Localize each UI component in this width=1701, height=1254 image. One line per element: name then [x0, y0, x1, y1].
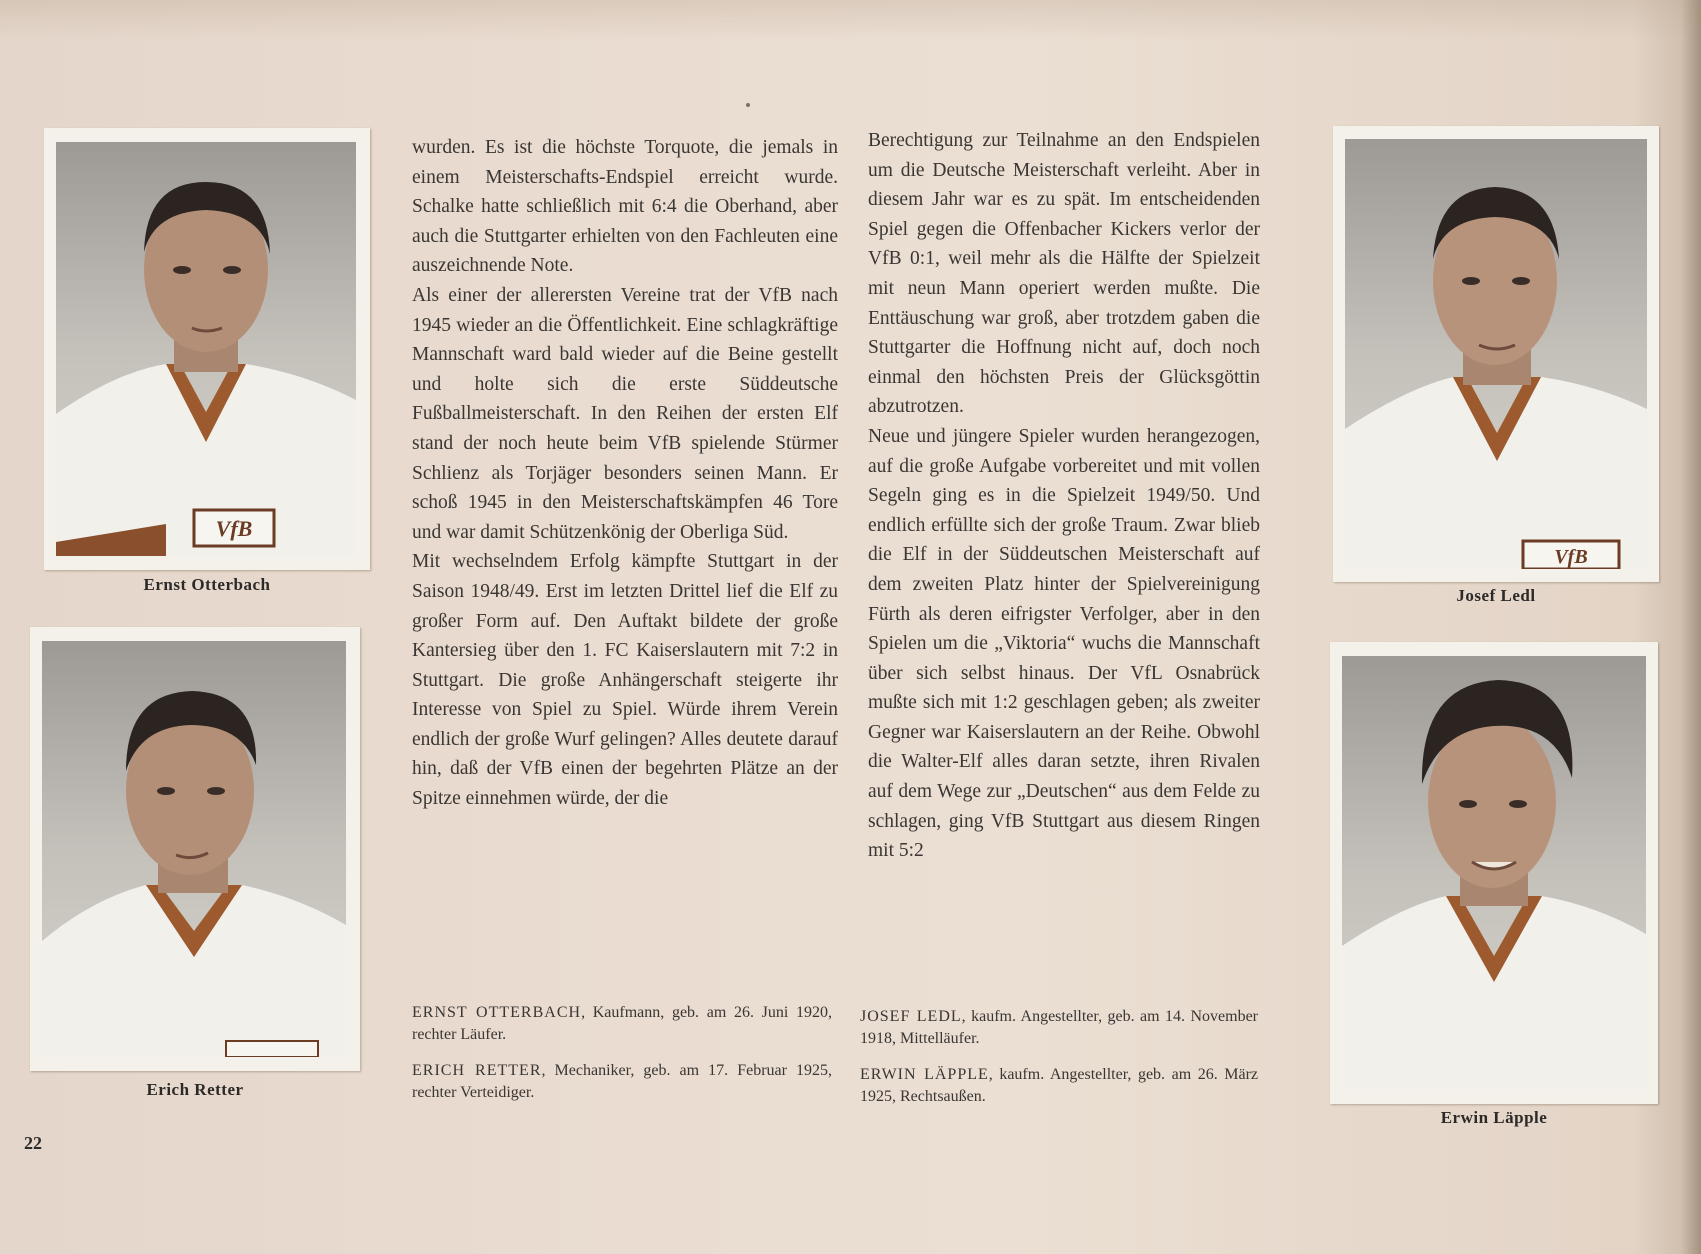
portrait-illustration: [56, 142, 356, 556]
portrait-photo: [42, 641, 346, 1057]
paragraph: Als einer der allerersten Vereine trat der VfB nach 1945 wieder an die Öffentlichkeit. Eine schlagkräftige Mannschaft ward bald wieder auf die Beine gestellt und holte sich die erste Süddeutsche Fußballmeisterschaft. In den Reihen der ersten Elf stand der noch heute beim VfB spielende Stürmer Schlienz als Torjäger besonders seinen Mann. Er schoß 1945 in den Meisterschaftskämpfen 46 Tore und war damit Schützenkönig der Oberliga Süd.: [412, 284, 838, 543]
paragraph: Neue und jüngere Spieler wurden herangezogen, auf die große Aufgabe vorbereitet und mit vollen Segeln ging es in die Spielzeit 1949/50. Und endlich erfüllte sich der große Traum. Zwar blieb die Elf in der Süddeutschen Meisterschaft auf dem zweiten Platz hinter der Spielvereinigung Fürth als deren eifrigster Verfolger, aber in den Spielen um die „Viktoria“ wuchs die Mannschaft über sich selbst hinaus. Der VfL Osnabrück mußte sich mit 1:2 geschlagen geben; als zweiter Gegner war Kaiserslautern an der Reihe. Obwohl die Walter-Elf alles daran setzte, ihren Rivalen auf dem Wege zur „Deutschen“ aus dem Felde zu schlagen, ging VfB Stuttgart aus diesem Ringen mit 5:2: [868, 425, 1260, 862]
page-number: 22: [24, 1133, 42, 1153]
bio-name: JOSEF LEDL: [860, 1008, 962, 1025]
portrait-illustration: [1342, 656, 1646, 1090]
bio-ledl: [860, 1006, 1258, 1050]
bio-name: ERICH RETTER: [412, 1062, 542, 1079]
page-edge: [1681, 0, 1701, 1254]
paragraph: Mit wechselndem Erfolg kämpfte Stuttgart in der Saison 1948/49. Erst im letzten Drittel lief die Elf zu großer Form auf. Den Auftakt bildete der große Kantersieg über den 1. FC Kaiserslautern mit 7:2 in Stuttgart. Die große Anhängerschaft steigerte ihr Interesse von Spiel zu Spiel. Würde ihrem Verein endlich der große Wurf gelingen? Alles deutete darauf hin, daß der VfB einen der begehrten Plätze an der Spitze einnehmen würde, der die: [412, 551, 838, 810]
bio-name: ERNST OTTERBACH: [412, 1004, 582, 1021]
photo-card-retter: [30, 627, 360, 1071]
caption-retter: Erich Retter: [146, 1080, 244, 1099]
bio-details: , Mechaniker, geb. am 17. Februar 1925, rechter Verteidiger.: [412, 1062, 833, 1101]
vfb-badge-text: VfB: [1554, 546, 1588, 568]
bio-details: , kaufm. Angestellter, geb. am 26. März 1925, Rechtsaußen.: [860, 1066, 1258, 1105]
player-bios-right: [860, 1006, 1258, 1122]
paper-speck: [746, 103, 750, 107]
bio-details: , kaufm. Angestellter, geb. am 14. November 1918, Mittelläufer.: [860, 1008, 1258, 1047]
caption-ledl: Josef Ledl: [1456, 586, 1536, 605]
bio-retter: [412, 1060, 832, 1104]
photo-card-ledl: [1333, 126, 1659, 582]
paragraph: Berechtigung zur Teilnahme an den Endspielen um die Deutsche Meisterschaft verleiht. Aber in diesem Jahr war es zu spät. Im entscheidenden Spiel gegen die Offenbacher Kickers verlor der VfB 0:1, weil mehr als die Hälfte der Spielzeit mit neun Mann operiert werden mußte. Die Enttäuschung war groß, aber trotzdem gaben die Stuttgarter die Hoffnung nicht auf, doch noch einmal den höchsten Preis der Glücksgöttin abzutrotzen.: [868, 130, 1260, 418]
vfb-badge-text: VfB: [215, 516, 253, 541]
article-column-left: [412, 133, 838, 814]
player-bios-left: [412, 1002, 832, 1118]
portrait-photo: [1342, 656, 1646, 1090]
bio-details: , Kaufmann, geb. am 26. Juni 1920, rechter Läufer.: [412, 1004, 832, 1043]
paragraph: wurden. Es ist die höchste Torquote, die jemals in einem Meisterschafts-Endspiel erreicht wurde. Schalke hatte schließlich mit 6:4 die Oberhand, aber auch die Stuttgarter erhielten von den Fachleuten eine auszeichnende Note.: [412, 137, 838, 277]
bio-name: ERWIN LÄPPLE: [860, 1066, 989, 1083]
article-column-right: [868, 126, 1260, 866]
caption-otterbach: Ernst Otterbach: [143, 575, 271, 594]
caption-laepple: Erwin Läpple: [1440, 1108, 1548, 1127]
page-shadow: [0, 0, 1701, 40]
portrait-photo: [56, 142, 356, 556]
bio-laepple: [860, 1064, 1258, 1108]
bio-otterbach: [412, 1002, 832, 1046]
portrait-photo: [1345, 139, 1647, 569]
portrait-illustration: [1345, 139, 1647, 569]
photo-card-laepple: [1330, 642, 1658, 1104]
photo-card-otterbach: [44, 128, 370, 570]
portrait-illustration: [42, 641, 346, 1057]
